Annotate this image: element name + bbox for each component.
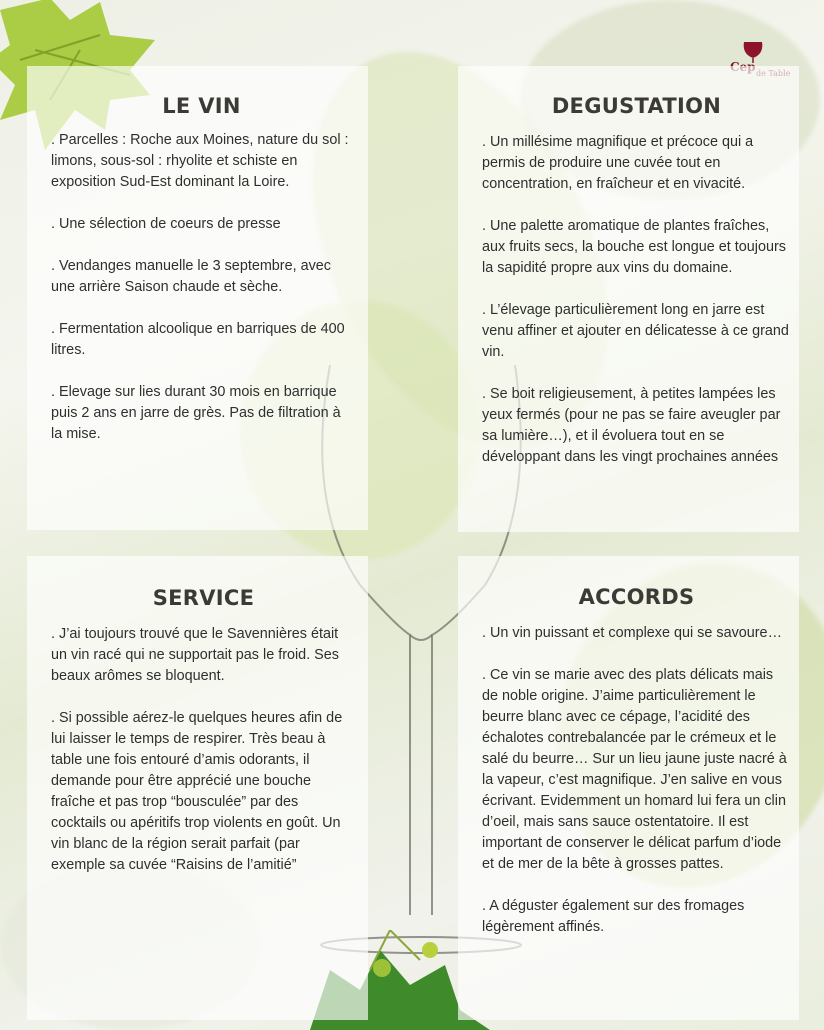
- paragraph: . Ce vin se marie avec des plats délicats mais de noble origine. J’aime particulièrement le beurre blanc avec ce cépage, l’acidité des échalotes contrebalancée par le crémeux et le salé du beurre… Sur un lieu jaune juste nacré à la vapeur, c’est magnifique. J’en salive en vous écrivant. Evidemment un homard lui fera un clin d’oeil, mais sans sauce ostentatoire. Il est important de conserver le délicat parfum d’iode et de mer de la bête à grosses pattes.: [482, 667, 787, 872]
- paragraph: . Un vin puissant et complexe qui se savoure…: [482, 625, 782, 641]
- panel-service: [27, 556, 368, 1020]
- paragraph: . Fermentation alcoolique en barriques de 400 litres.: [51, 321, 345, 358]
- panel-degustation: [458, 66, 799, 532]
- section-title: ACCORDS: [578, 585, 695, 609]
- paragraph: . Parcelles : Roche aux Moines, nature du sol : limons, sous-sol : rhyolite et schiste en exposition Sud-Est dominant la Loire.: [51, 132, 349, 190]
- section-title: LE VIN: [162, 94, 241, 118]
- paragraph: . Un millésime magnifique et précoce qui a permis de produire une cuvée tout en concentration, en fraîcheur et en vivacité.: [482, 134, 754, 192]
- paragraph: . Si possible aérez-le quelques heures afin de lui laisser le temps de respirer. Très beau à table une fois entouré d’amis odorants, il demande pour être apprécié une bouche fraîche et pas trop “bousculée” par des cocktails ou apéritifs trop violents en goût. Un vin blanc de la région serait parfait (par exemple sa cuvée “Raisins de l’amitié”: [51, 710, 343, 873]
- section-title: SERVICE: [152, 586, 255, 610]
- panel-le-vin: [27, 66, 368, 530]
- paragraph: . L’élevage particulièrement long en jarre est venu affiner et ajouter en délicatesse à ce grand vin.: [482, 302, 789, 360]
- paragraph: . Se boit religieusement, à petites lampées les yeux fermés (pour ne pas se faire aveugler par sa lumière…), et il évoluera tout en se développant dans les vingt prochaines années: [482, 386, 781, 465]
- section-title: DEGUSTATION: [551, 94, 722, 118]
- paragraph: . Une palette aromatique de plantes fraîches, aux fruits secs, la bouche est longue et toujours la sapidité propre aux vins du domaine.: [482, 218, 786, 276]
- paragraph: . Une sélection de coeurs de presse: [51, 216, 281, 232]
- paragraph: . A déguster également sur des fromages légèrement affinés.: [482, 898, 745, 935]
- paragraph: . Vendanges manuelle le 3 septembre, avec une arrière Saison chaude et sèche.: [51, 258, 331, 295]
- panel-accords: [458, 556, 799, 1020]
- paragraph: . Elevage sur lies durant 30 mois en barrique puis 2 ans en jarre de grès. Pas de filtration à la mise.: [51, 384, 341, 442]
- paragraph: . J’ai toujours trouvé que le Savennières était un vin racé qui ne supportait pas le froid. Ses beaux arômes se bloquent.: [51, 626, 339, 684]
